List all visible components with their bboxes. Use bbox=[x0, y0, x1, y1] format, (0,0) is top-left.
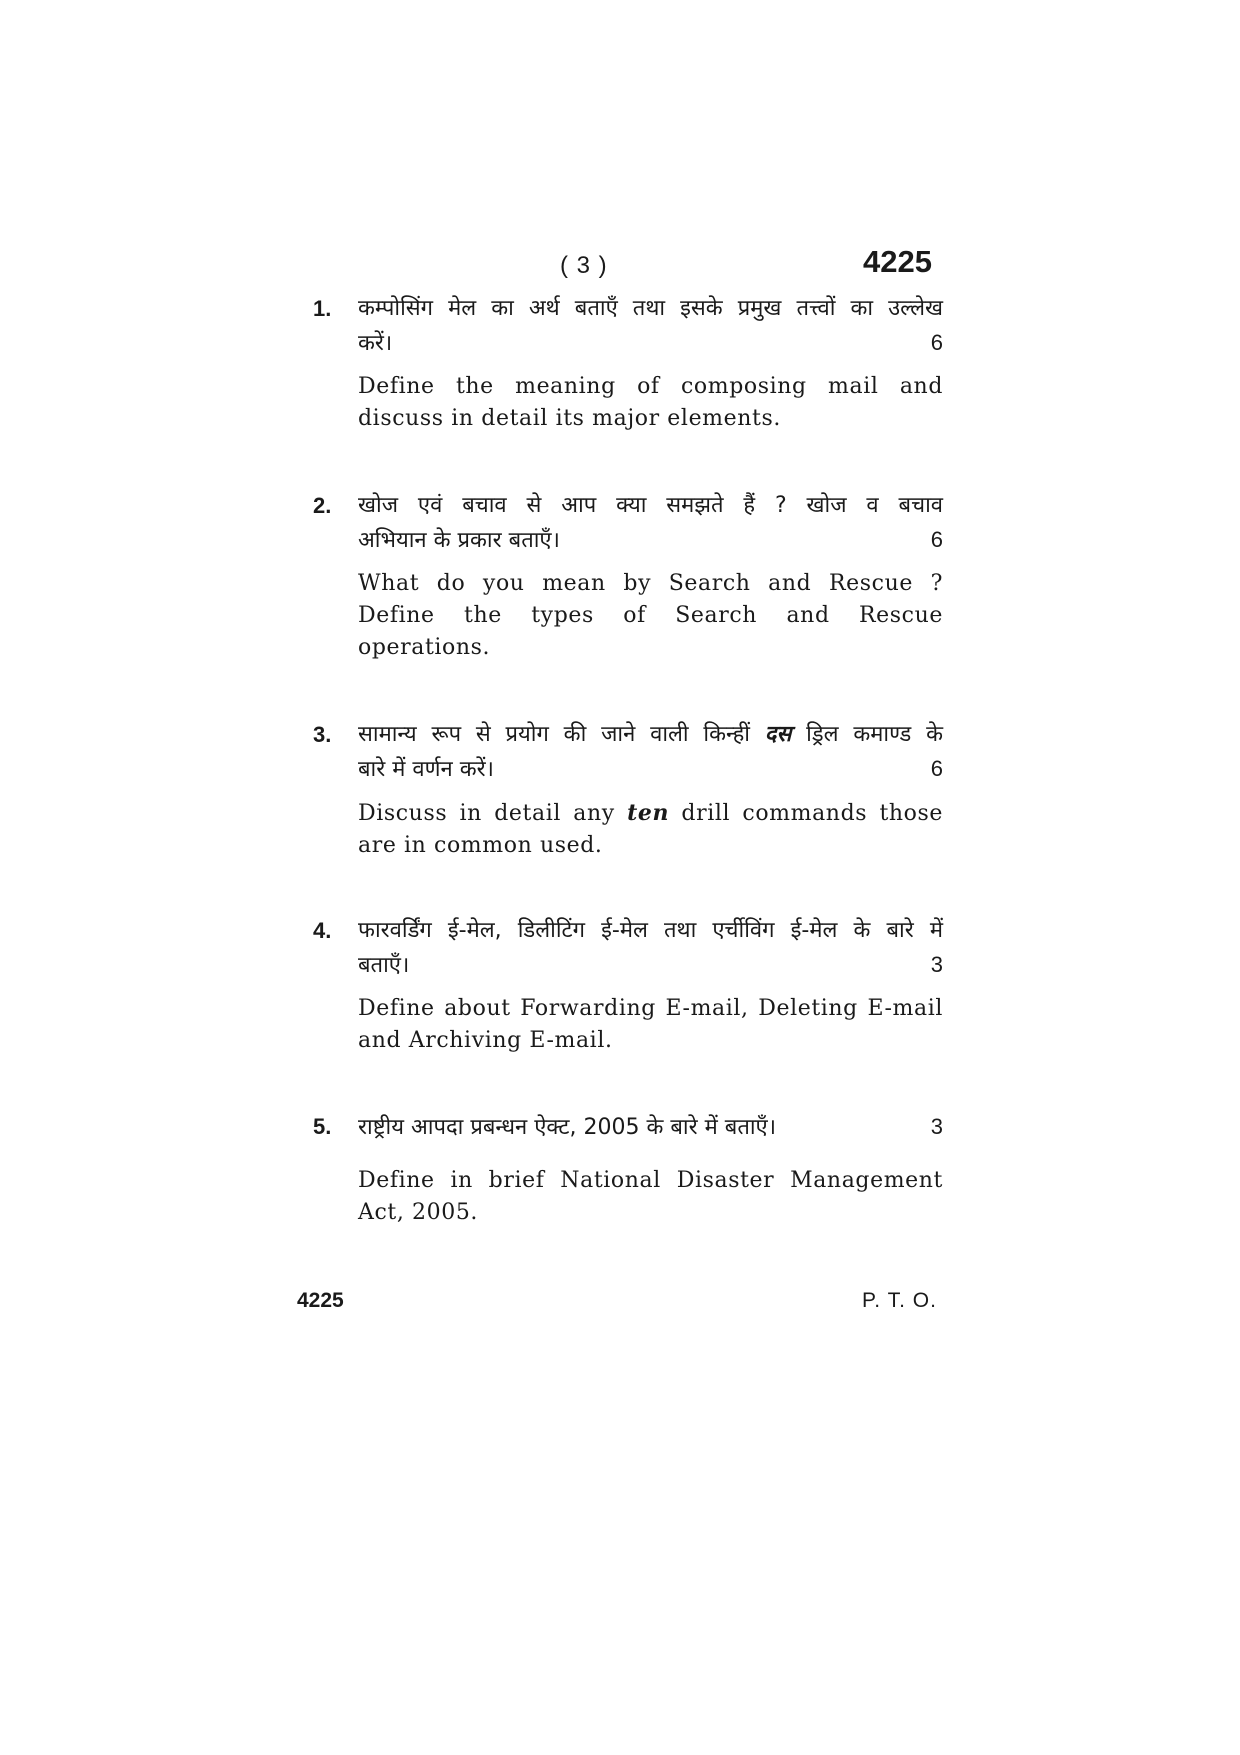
question-hindi-text bbox=[358, 489, 943, 558]
hindi-line: फारवर्डिंग ई-मेल, डिलीटिंग ई-मेल तथा एर्चीविंग ई-मेल के बारे में bbox=[358, 918, 943, 943]
question-english-text: Define in brief National Disaster Management Act, 2005. bbox=[358, 1168, 943, 1225]
hindi-line: कम्पोसिंग मेल का अर्थ बताएँ तथा इसके प्रमुख तत्त्वों का उल्लेख bbox=[358, 296, 943, 321]
question-marks: 3 bbox=[930, 1114, 943, 1139]
paper-code-footer: 4225 bbox=[297, 1289, 344, 1312]
question-hindi-text bbox=[358, 914, 943, 983]
emphasis-word: दस bbox=[764, 722, 792, 747]
hindi-line: सामान्य रूप से प्रयोग की जाने वाली किन्हीं दस ड्रिल कमाण्ड के bbox=[358, 722, 943, 747]
emphasis-word: ten bbox=[627, 800, 670, 826]
hindi-line: अभियान के प्रकार बताएँ। bbox=[358, 528, 560, 553]
question-1 bbox=[313, 292, 943, 489]
question-english-text: Define the meaning of composing mail and discuss in detail its major elements. bbox=[358, 374, 943, 431]
question-marks: 6 bbox=[930, 330, 943, 355]
hindi-line: बताएँ। bbox=[358, 953, 410, 978]
question-english-text: Discuss in detail any ten drill commands those are in common used. bbox=[358, 800, 944, 858]
question-5 bbox=[313, 1110, 943, 1229]
question-marks: 3 bbox=[930, 952, 943, 977]
question-2 bbox=[313, 489, 943, 718]
question-number: 5. bbox=[313, 1114, 332, 1139]
questions-list bbox=[313, 292, 943, 1229]
question-hindi-text bbox=[358, 1110, 943, 1145]
question-english-text: Define about Forwarding E-mail, Deleting E-mail and Archiving E-mail. bbox=[358, 996, 943, 1053]
question-marks: 6 bbox=[930, 527, 943, 552]
question-number: 3. bbox=[313, 722, 332, 747]
hindi-line: बारे में वर्णन करें। bbox=[358, 757, 494, 782]
question-4 bbox=[313, 914, 943, 1110]
question-marks: 6 bbox=[930, 756, 943, 781]
question-number: 2. bbox=[313, 493, 332, 518]
hindi-line: राष्ट्रीय आपदा प्रबन्धन ऐक्ट, 2005 के बारे में बताएँ। bbox=[358, 1115, 777, 1140]
paper-code-header: 4225 bbox=[863, 244, 932, 279]
please-turn-over: P. T. O. bbox=[862, 1289, 937, 1312]
hindi-line: खोज एवं बचाव से आप क्या समझते हैं ? खोज व बचाव bbox=[358, 493, 943, 518]
hindi-line: करें। bbox=[358, 331, 393, 356]
question-hindi-text bbox=[358, 718, 943, 787]
question-3 bbox=[313, 718, 943, 914]
question-number: 1. bbox=[313, 296, 332, 321]
page-number: ( 3 ) bbox=[560, 252, 608, 279]
question-english-text: What do you mean by Search and Rescue ? Define the types of Search and Rescue operations. bbox=[358, 571, 943, 660]
question-number: 4. bbox=[313, 918, 332, 943]
question-hindi-text bbox=[358, 292, 943, 361]
